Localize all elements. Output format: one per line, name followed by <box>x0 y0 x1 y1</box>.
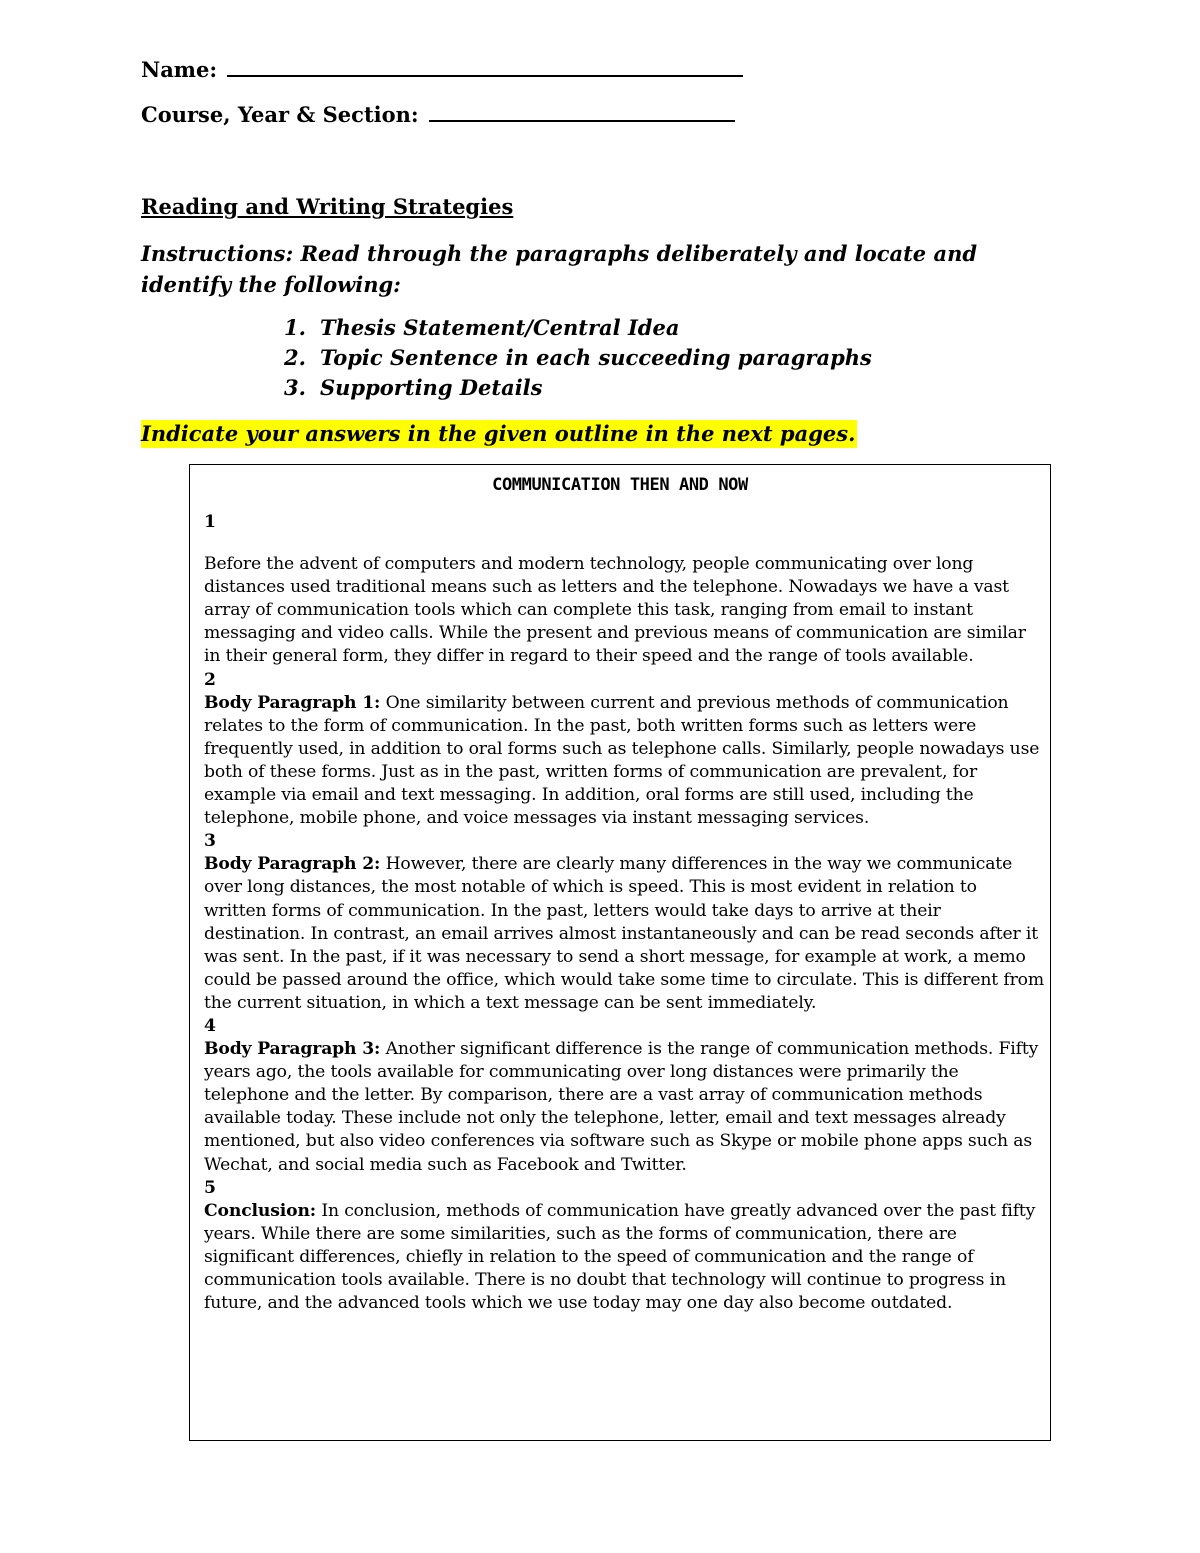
paragraph-text: One similarity between current and previous methods of communication relates to the form of communication. In the past, both written forms such as letters were frequently used, in addition to oral forms such as telephone calls. Similarly, people nowadays use both of these forms. Just as in the past, written forms of communication are prevalent, for example via email and text messaging. In addition, oral forms are still used, including the telephone, mobile phone, and voice messages via instant messaging services. <box>204 692 1040 829</box>
instructions: Instructions: Read through the paragraphs deliberately and locate and identify the following: <box>141 241 978 297</box>
paragraph-number: 3 <box>204 831 216 852</box>
paragraph-label: Body Paragraph 1: <box>204 692 381 713</box>
paragraph-number: 1 <box>204 512 216 532</box>
name-field-row <box>141 57 743 82</box>
essay-title: COMMUNICATION THEN AND NOW <box>492 475 748 495</box>
course-field-row <box>141 102 735 127</box>
paragraph-number: 4 <box>204 1015 216 1036</box>
paragraph-label: Body Paragraph 2: <box>204 854 381 875</box>
paragraph <box>204 692 1044 831</box>
essay-box <box>189 464 1051 1441</box>
paragraph <box>204 853 1044 1015</box>
paragraph-number: 5 <box>204 1177 216 1198</box>
name-blank[interactable] <box>227 57 743 77</box>
paragraph-text: Another significant difference is the range of communication methods. Fifty years ago, the tools available for communicating over long distances were primarily the telephone and the letter. By comparison, there are a vast array of communication methods available today. These include not only the telephone, letter, email and text messages already mentioned, but also video conferences via software such as Skype or mobile phone apps such as Wechat, and social media such as Facebook and Twitter. <box>204 1039 1039 1175</box>
task-item <box>284 373 872 403</box>
task-item <box>284 313 872 343</box>
task-list <box>284 313 872 403</box>
paragraph <box>204 1038 1044 1177</box>
section-title: Reading and Writing Strategies <box>141 194 514 219</box>
essay-body <box>204 511 1044 1315</box>
paragraph-label: Conclusion: <box>204 1200 316 1221</box>
task-text: Topic Sentence in each succeeding paragraphs <box>320 345 872 370</box>
task-text: Supporting Details <box>320 375 543 400</box>
task-number: 1. <box>284 315 306 340</box>
highlighted-note: Indicate your answers in the given outline in the next pages. <box>141 421 856 446</box>
course-blank[interactable] <box>429 102 735 122</box>
paragraph-text: However, there are clearly many differences in the way we communicate over long distances, the most notable of which is speed. This is most evident in relation to written forms of communication. In the past, letters would take days to arrive at their destination. In contrast, an email arrives almost instantaneously and can be read seconds after it was sent. In the past, if it was necessary to send a short message, for example at work, a memo could be passed around the office, which would take some time to circulate. This is different from the current situation, in which a text message can be sent immediately. <box>204 854 1045 1013</box>
paragraph-text: In conclusion, methods of communication have greatly advanced over the past fifty years. While there are some similarities, such as the forms of communication, there are significant differences, chiefly in relation to the speed of communication and the range of communication tools available. There is no doubt that technology will continue to progress in future, and the advanced tools which we use today may one day also become outdated. <box>204 1200 1036 1314</box>
task-item <box>284 343 872 373</box>
paragraph-label: Body Paragraph 3: <box>204 1039 381 1060</box>
name-label: Name: <box>141 57 218 82</box>
task-text: Thesis Statement/Central Idea <box>320 315 680 340</box>
course-label: Course, Year & Section: <box>141 102 419 127</box>
paragraph-text: Before the advent of computers and modern technology, people communicating over long distances used traditional means such as letters and the telephone. Nowadays we have a vast array of communication tools which can complete this task, ranging from email to instant messaging and video calls. While the present and previous means of communication are similar in their general form, they differ in regard to their speed and the range of tools available. <box>204 554 1026 667</box>
paragraph-number: 2 <box>204 669 216 690</box>
task-number: 3. <box>284 375 306 400</box>
paragraph <box>204 1200 1044 1315</box>
task-number: 2. <box>284 345 306 370</box>
